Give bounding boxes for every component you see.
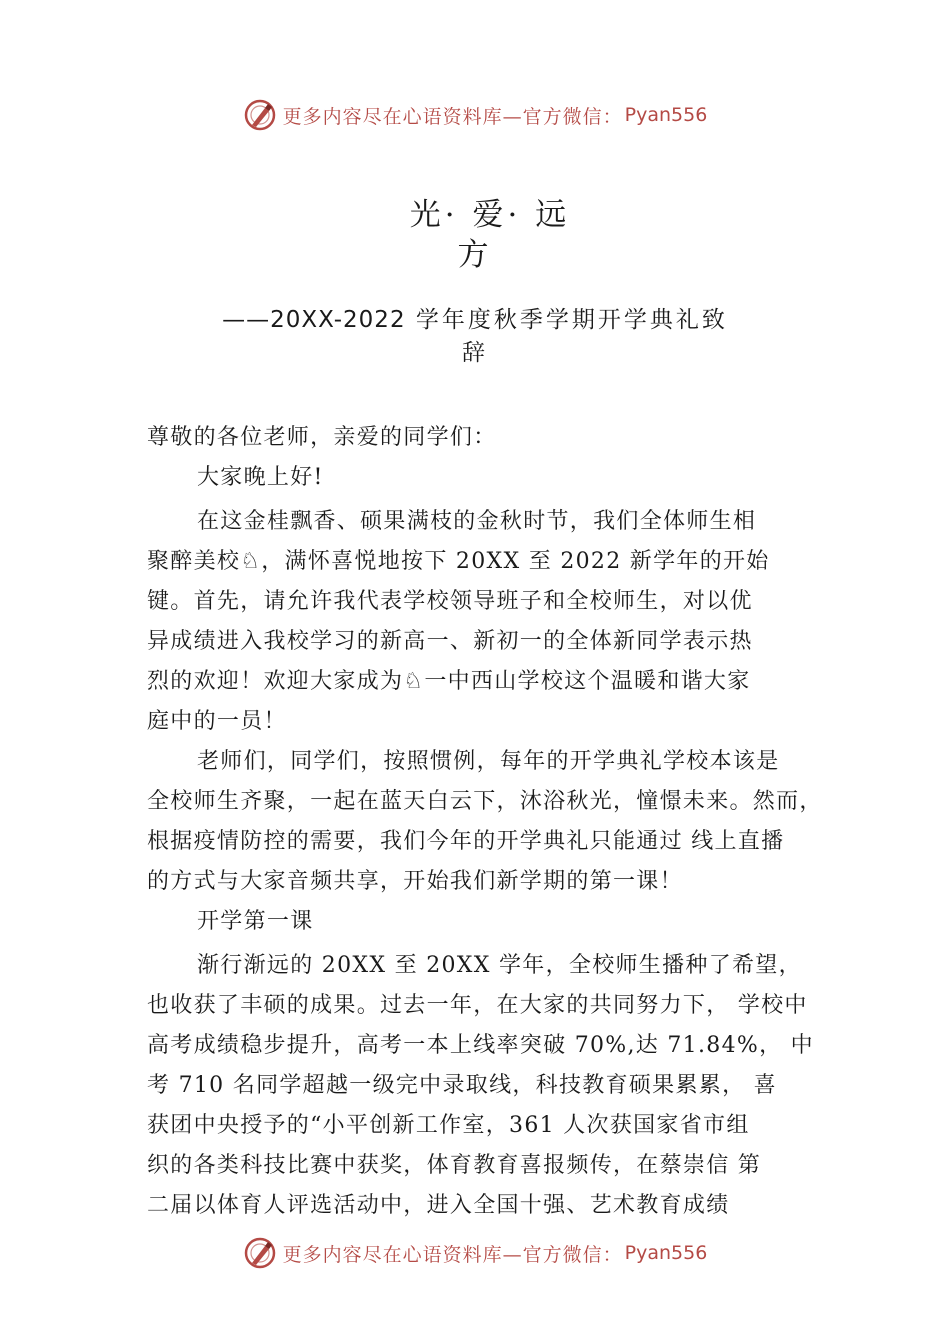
body-line: 织的各类科技比赛中获奖，体育教育喜报频传，在蔡崇信 第 <box>147 1153 762 1178</box>
body-line: 老师们，同学们，按照惯例，每年的开学典礼学校本该是 <box>197 749 780 774</box>
document-title <box>0 195 950 275</box>
greeting: 大家晚上好! <box>197 465 324 490</box>
subtitle-line-1 <box>0 304 950 337</box>
body-line: 在这金桂飘香、硕果满枝的金秋时节，我们全体师生相 <box>197 509 757 534</box>
title-line-1: 光· 爱· 远 <box>409 197 571 233</box>
watermark-handle: Pyan556 <box>624 104 708 126</box>
body-line: 根据疫情防控的需要，我们今年的开学典礼只能通过 线上直播 <box>147 829 785 854</box>
footer-watermark <box>0 1233 950 1273</box>
section-heading: 开学第一课 <box>197 909 314 934</box>
body-line: 全校师生齐聚，一起在蓝天白云下，沐浴秋光，憧憬未来。然而， <box>147 789 823 814</box>
body-line: 考 710 名同学超越一级完中录取线，科技教育硕果累累， 喜 <box>147 1073 777 1098</box>
body-line: 渐行渐远的 20XX 至 20XX 学年，全校师生播种了希望， <box>197 953 802 978</box>
header-watermark <box>0 95 950 135</box>
watermark-text: 更多内容尽在心语资料库—官方微信： <box>282 105 623 128</box>
body-line: 聚醉美校♘，满怀喜悦地按下 20XX 至 2022 新学年的开始 <box>147 549 770 574</box>
body-line: 的方式与大家音频共享，开始我们新学期的第一课！ <box>147 869 683 894</box>
body-line: 烈的欢迎！欢迎大家成为♘一中西山学校这个温暖和谐大家 <box>147 669 751 694</box>
body-line: 获团中央授予的“小平创新工作室，361 人次获国家省市组 <box>147 1113 750 1138</box>
title-line-2: 方 <box>457 237 493 273</box>
document-subtitle <box>0 304 950 370</box>
subtitle-line-2: 辞 <box>462 340 488 366</box>
watermark-handle: Pyan556 <box>624 1242 708 1264</box>
subtitle-prefix: ——20XX-2022 <box>222 307 406 333</box>
body-line: 键。首先，请允许我代表学校领导班子和全校师生，对以优 <box>147 589 753 614</box>
body-line: 高考成绩稳步提升，高考一本上线率突破 70%,达 71.84%， 中 <box>147 1033 814 1058</box>
salutation: 尊敬的各位老师，亲爱的同学们： <box>147 425 497 450</box>
body-line: 庭中的一员！ <box>147 709 287 734</box>
body-line: 也收获了丰硕的成果。过去一年，在大家的共同努力下， 学校中 <box>147 993 808 1018</box>
document-body <box>147 418 837 1226</box>
body-line: 二届以体育人评选活动中，进入全国十强、艺术教育成绩 <box>147 1193 730 1218</box>
pen-logo-icon <box>243 1236 277 1270</box>
watermark-text: 更多内容尽在心语资料库—官方微信： <box>282 1243 623 1266</box>
pen-logo-icon <box>243 98 277 132</box>
body-line: 异成绩进入我校学习的新高一、新初一的全体新同学表示热 <box>147 629 753 654</box>
subtitle-suffix: 学年度秋季学期开学典礼致 <box>405 307 728 333</box>
